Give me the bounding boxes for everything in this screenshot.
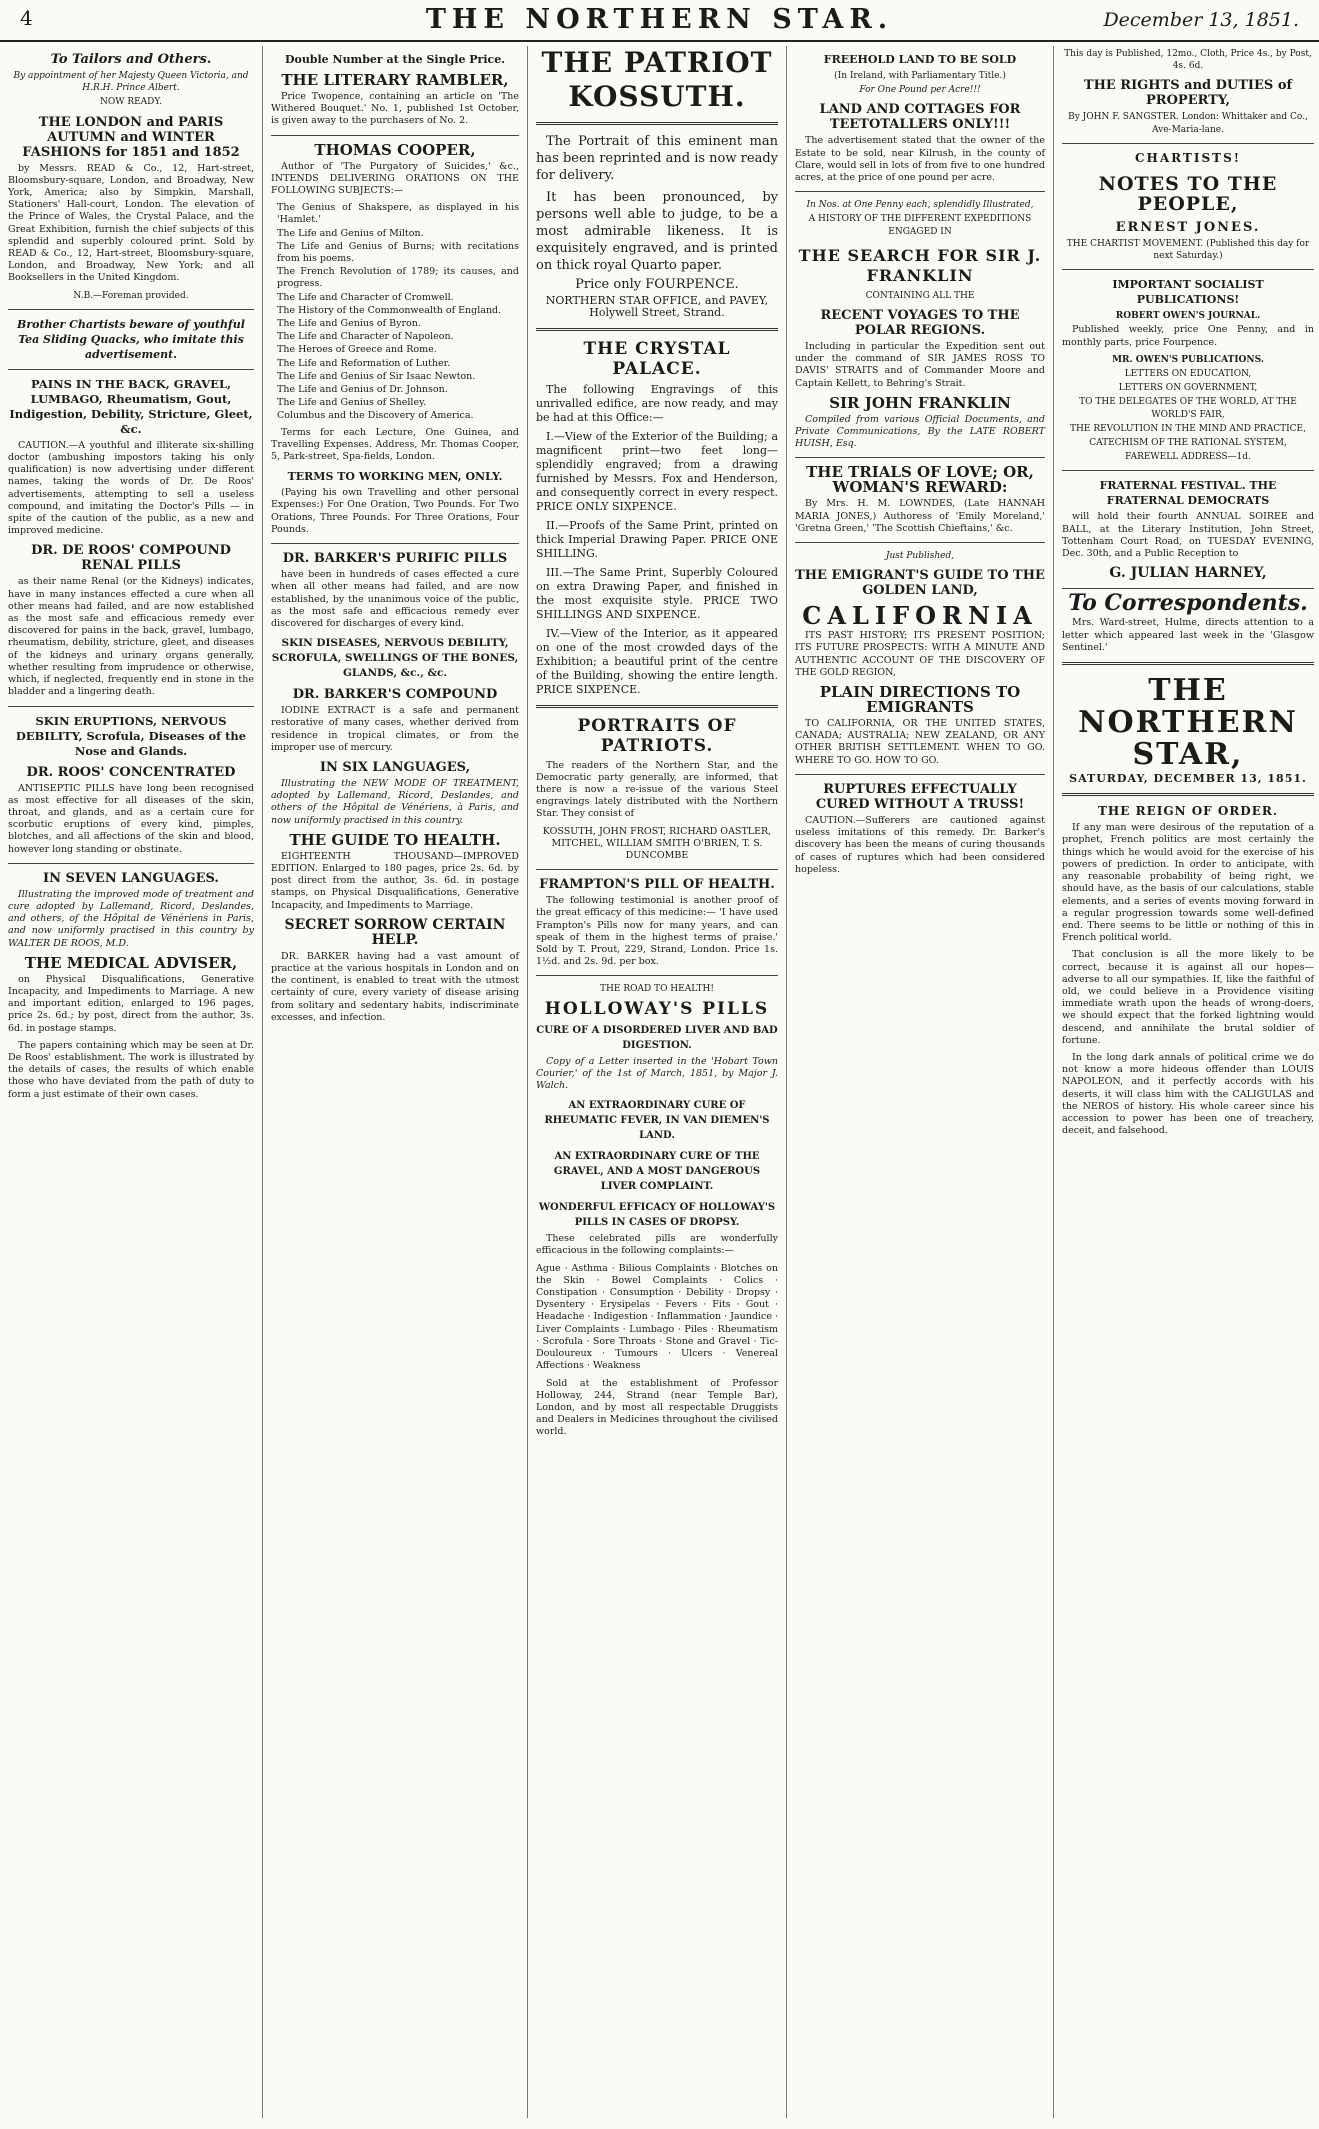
fashions-body: by Messrs. READ & Co., 12, Hart-street, Bloomsbury-square, London, and Broadway, New York, America; also by Simpkin, Marshall, Stationers' Hall-court, London. The elevation of the Prince of Wales, the Crystal Palace, and the Great Exhibition, furnish the chief subjects of this splendid and superbly coloured print. Sold by READ & Co., 12, Hart-street, Bloomsbury-square, London, and Broadway, New York; and all Booksellers in the United Kingdom. <box>8 162 254 284</box>
engraving-item: IV.—View of the Interior, as it appeared on one of the most crowded days of the Exhibition; a beautiful print of the centre of the Building, showing the entire length. PRICE SIXPENCE. <box>536 626 778 696</box>
owen-journal-heading: ROBERT OWEN'S JOURNAL. <box>1115 311 1261 322</box>
medical-adviser-heading: THE MEDICAL ADVISER, <box>24 953 238 972</box>
kossuth-body-1: The Portrait of this eminent man has been reprinted and is now ready for delivery. <box>536 134 778 183</box>
renal-pills-heading: DR. DE ROOS' COMPOUND RENAL PILLS <box>31 543 231 574</box>
guide-to-health-heading: THE GUIDE TO HEALTH. <box>289 830 501 849</box>
delegates-world: TO THE DELEGATES OF THE WORLD, AT THE WORLD'S FAIR, <box>1079 397 1297 420</box>
freehold-heading: FREEHOLD LAND TO BE SOLD <box>823 53 1017 66</box>
engraving-item: III.—The Same Print, Superbly Coloured on extra Drawing Paper, and finished in the most exquisite style. PRICE TWO SHILLINGS AND SIXPENCE. <box>536 565 778 621</box>
trials-of-love-heading: THE TRIALS OF LOVE; OR, WOMAN'S REWARD: <box>806 463 1034 497</box>
divider <box>271 543 519 544</box>
list-item: The Genius of Shakspere, as displayed in his 'Hamlet.' <box>277 202 519 226</box>
complaints-intro: These celebrated pills are wonderfully efficacious in the following complaints:— <box>536 1233 778 1257</box>
freehold-sub-1: (In Ireland, with Parliamentary Title.) <box>834 71 1006 81</box>
seven-languages-heading: IN SEVEN LANGUAGES. <box>43 870 219 886</box>
fraternal-festival-heading: FRATERNAL FESTIVAL. THE FRATERNAL DEMOCRATS <box>1099 479 1277 508</box>
medical-adviser-cases: The papers containing which may be seen at Dr. De Roos' establishment. The work is illustrated by the details of cases, the results of which enable those who have deviated from the path of duty to form a just estimate of their own cases. <box>8 1039 254 1100</box>
divider <box>795 774 1045 775</box>
divider <box>8 863 254 864</box>
kossuth-price: Price only FOURPENCE. <box>575 277 739 292</box>
literary-rambler-body: Price Twopence, containing an article on 'The Withered Bouquet.' No. 1, published 1st October, is given away to the purchasers of No. 2. <box>271 91 519 127</box>
thomas-cooper-heading: THOMAS COOPER, <box>314 140 476 159</box>
newspaper-title: THE NORTHERN STAR. <box>425 4 894 35</box>
kossuth-heading: THE PATRIOT KOSSUTH. <box>541 46 773 113</box>
quacks-warning: Brother Chartists beware of youthful Tea Sliding Quacks, who imitate this advertisement. <box>17 317 245 361</box>
rights-duties-heading: THE RIGHTS and DUTIES of PROPERTY, <box>1083 78 1293 109</box>
caution-body: CAUTION.—A youthful and illiterate six-shilling doctor (ambushing impostors taking his only qualification) is now advertising under different names, taking the words of Dr. De Roos' advertisements, attempting to sell a useless compound, and imitating the Doctor's Pills — in spite of the caution of the public, as a new and improved medicine. <box>8 439 254 537</box>
holloway-sold-at: Sold at the establishment of Professor Holloway, 244, Strand (near Temple Bar), London, and by most all respectable Druggists and Dealers in Medicines throughout the civilised world. <box>536 1377 778 1438</box>
frampton-heading: FRAMPTON'S PILL OF HEALTH. <box>539 877 775 893</box>
emigrant-destinations: TO CALIFORNIA, OR THE UNITED STATES, CANADA; AUSTRALIA; NEW ZEALAND, OR ANY OTHER BRITISH SETTLEMENT. WHEN TO GO. WHERE TO GO. HOW TO GO. <box>795 718 1045 766</box>
six-languages-heading: IN SIX LANGUAGES, <box>319 759 471 775</box>
medical-adviser-body: on Physical Disqualifications, Generative Incapacity, and Impediments to Marriage. A new and important edition, enlarged to 196 pages, price 2s. 6d.; by post, direct from the author, 3s. 6d. in postage stamps. <box>8 973 254 1034</box>
correspondents-body: Mrs. Ward-street, Hulme, directs attention to a letter which appeared last week in the 'Glasgow Sentinel.' <box>1062 617 1314 653</box>
editorial-paragraph: If any man were desirous of the reputation of a prophet, French politics are most certainly the things which he would avoid for the exercise of his powers of prediction. In order to anticipate, with any reasonable probability of being right, we should have, as the basis of our calculations, stable elements, and a series of events moving forward in a regular progression towards some well-defined end. There seems to be little or nothing of this in French political world. <box>1062 822 1314 944</box>
crystal-palace-heading: THE CRYSTAL PALACE. <box>583 338 731 379</box>
now-ready-label: NOW READY. <box>99 97 163 108</box>
cooper-intro: Author of 'The Purgatory of Suicides,' &c., INTENDS DELIVERING ORATIONS ON THE FOLLOWING SUBJECTS:— <box>271 160 519 197</box>
list-item: Columbus and the Discovery of America. <box>277 410 474 422</box>
freehold-body: The advertisement stated that the owner of the Estate to be sold, near Kilrush, in the county of Clare, would sell in lots of from five to one hundred acres, at the price of one pound per acre. <box>795 135 1045 184</box>
divider <box>1062 662 1314 665</box>
reign-of-order-heading: THE REIGN OF ORDER. <box>1098 804 1278 819</box>
freehold-sub-2: For One Pound per Acre!!! <box>859 85 981 96</box>
farewell-address: FAREWELL ADDRESS—1d. <box>1125 452 1251 463</box>
leader-paper-name: THE NORTHERN STAR, <box>1078 673 1298 773</box>
franklin-heading: SIR JOHN FRANKLIN <box>829 393 1011 412</box>
kossuth-office: NORTHERN STAR OFFICE, and PAVEY, Holywell Street, Strand. <box>545 294 769 320</box>
concentrated-heading: DR. ROOS' CONCENTRATED <box>26 764 236 780</box>
divider <box>536 328 778 331</box>
emigrant-guide-heading: THE EMIGRANT'S GUIDE TO THE GOLDEN LAND, <box>795 568 1045 599</box>
engraving-item: I.—View of the Exterior of the Building; a magnificent print—two feet long—splendidly engraved; from a drawing furnished by Messrs. Fox and Henderson, and consequently correct in every respect. PRICE ONLY SIXPENCE. <box>536 429 778 513</box>
letters-government: LETTERS ON GOVERNMENT, <box>1118 383 1258 394</box>
dropsy-heading: WONDERFUL EFFICACY OF HOLLOWAY'S PILLS IN CASES OF DROPSY. <box>538 1202 776 1229</box>
ruptures-body: CAUTION.—Sufferers are cautioned against useless imitations of this remedy. Dr. Barker's discovery has been the means of curing thousands of cases of ruptures which had been considered hopeless. <box>795 814 1045 875</box>
history-heading: A HISTORY OF THE DIFFERENT EXPEDITIONS ENGAGED IN <box>808 214 1032 237</box>
fraternal-festival-body: will hold their fourth ANNUAL SOIREE and BALL, at the Literary Institution, John Street, Tottenham Court Road, on TUESDAY EVENING, Dec. 30th, and a Public Reception to <box>1062 511 1314 560</box>
royal-appointment: By appointment of her Majesty Queen Victoria, and H.R.H. Prince Albert. <box>13 71 249 94</box>
purific-pills-heading: DR. BARKER'S PURIFIC PILLS <box>282 551 508 567</box>
complaints-list: Ague · Asthma · Bilious Complaints · Blotches on the Skin · Bowel Complaints · Colics · Constipation · Consumption · Debility · Dropsy · Dysentery · Erysipelas · Fevers · Fits · Gout · Headache · Indigestion · Inflammation · Jaundice · Liver Complaints · Lumbago · Piles · Rheumatism · Scrofula · Sore Throats · Stone and Gravel · Tic-Douloureux · Tumours · Ulcers · Venereal Affections · Weakness <box>536 1262 778 1372</box>
polar-voyages-body: Including in particular the Expedition sent out under the command of SIR JAMES ROSS TO DAVIS' STRAITS and of Commander Moore and Captain Kellett, to Behring's Strait. <box>795 341 1045 389</box>
iodine-extract-body: IODINE EXTRACT is a safe and permanent restorative of many cases, whether derived from residence in tropical climates, or from the improper use of mercury. <box>271 705 519 753</box>
portraits-names: KOSSUTH, JOHN FROST, RICHARD OASTLER, MITCHEL, WILLIAM SMITH O'BRIEN, T. S. DUNCOMBE <box>542 825 772 862</box>
chartist-movement: THE CHARTIST MOVEMENT. (Published this day for next Saturday.) <box>1066 238 1310 262</box>
kossuth-body-2: It has been pronounced, by persons well able to judge, to be a most admirable likeness. It is exquisitely engraved, and is printed on thick royal Quarto paper. <box>536 190 778 273</box>
list-item: The Heroes of Greece and Rome. <box>277 344 437 356</box>
history-intro: In Nos. at One Penny each, splendidly Illustrated, <box>806 200 1034 211</box>
list-item: The Life and Genius of Shelley. <box>277 397 427 409</box>
list-item: The Life and Genius of Dr. Johnson. <box>277 384 448 396</box>
secret-sorrow-body: DR. BARKER having had a vast amount of practice at the various hospitals in London and on the continent, is enabled to treat with the utmost certainty of cure, every variety of disease arising from solitary and sedentary habits, indiscriminate excesses, and infection. <box>271 950 519 1023</box>
working-men-heading: TERMS TO WORKING MEN, ONLY. <box>287 470 503 484</box>
divider <box>1062 143 1314 144</box>
divider <box>536 705 778 708</box>
correspondents-heading: To Correspondents. <box>1068 590 1308 617</box>
chartists-heading: CHARTISTS! <box>1134 150 1242 165</box>
pains-heading: PAINS IN THE BACK, GRAVEL, LUMBAGO, Rheumatism, Gout, Indigestion, Debility, Stricture, Gleet, &c. <box>9 376 253 436</box>
just-published-label: Just Published, <box>885 551 955 562</box>
california-heading: CALIFORNIA <box>802 601 1038 631</box>
leader-paper-date: SATURDAY, DECEMBER 13, 1851. <box>1069 772 1307 786</box>
engraving-item: II.—Proofs of the Same Print, printed on thick Imperial Drawing Paper. PRICE ONE SHILLING. <box>536 518 778 560</box>
list-item: The Life and Genius of Burns; with recitations from his poems. <box>277 240 519 265</box>
harney-heading: G. JULIAN HARNEY, <box>1109 565 1267 582</box>
holloway-liver-heading: CURE OF A DISORDERED LIVER AND BAD DIGESTION. <box>536 1024 778 1051</box>
containing-all-label: CONTAINING ALL THE <box>865 290 975 301</box>
literary-rambler-heading: THE LITERARY RAMBLER, <box>281 71 509 89</box>
frampton-body: The following testimonial is another proof of the great efficacy of this medicine:— 'I have used Frampton's Pills now for many years, and can speak of them in the highest terms of praise.' Sold by T. Prout, 229, Strand, London. Price 1s. 1½d. and 2s. 9d. per box. <box>536 895 778 968</box>
column-2 <box>262 46 527 2118</box>
crystal-palace-intro: The following Engravings of this unrivalled edifice, are now ready, and may be had at this Office:— <box>536 382 778 424</box>
divider <box>795 542 1045 543</box>
column-5 <box>1053 46 1319 2118</box>
notes-to-people-heading: NOTES TO THE PEOPLE, <box>1098 172 1278 215</box>
catechism: CATECHISM OF THE RATIONAL SYSTEM, <box>1089 438 1287 449</box>
rights-author: By JOHN F. SANGSTER. London: Whittaker and Co., Ave-Maria-lane. <box>1068 112 1308 135</box>
barker-compound-heading: DR. BARKER'S COMPOUND <box>292 687 498 703</box>
divider <box>1062 588 1314 589</box>
rights-published: This day is Published, 12mo., Cloth, Price 4s., by Post, 4s. 6d. <box>1064 49 1312 72</box>
treatment-body: Illustrating the improved mode of treatment and cure adopted by Lallemand, Ricord, Deslandes, and others, of the Hôpital de Vénériens in Paris, and now uniformly practised in this country by WALTER DE ROOS, M.D. <box>8 888 254 949</box>
list-item: The Life and Genius of Byron. <box>277 318 421 330</box>
revolution-mind: THE REVOLUTION IN THE MIND AND PRACTICE, <box>1070 423 1306 434</box>
ruptures-heading: RUPTURES EFFECTUALLY CURED WITHOUT A TRUSS! <box>815 781 1025 812</box>
skin-eruptions-heading: SKIN ERUPTIONS, NERVOUS DEBILITY, Scrofula, Diseases of the Nose and Glands. <box>15 713 247 758</box>
working-men-terms: (Paying his own Travelling and other personal Expenses:) For One Oration, Two Pounds. For Two Orations, Three Pounds. For Three Orations, Four Pounds. <box>271 487 519 535</box>
renal-pills-body: as their name Renal (or the Kidneys) indicates, have in many instances effected a cure when all other means had failed, and are now established as the most safe and efficacious remedy ever discovered for pains in the back, gravel, lumbago, rheumatism, debility, stricture, gleet, and diseases of the kidneys and urinary organs generally, whether resulting from imprudence or otherwise, which, if neglected, frequently end in stone in the bladder and a lingering death. <box>8 576 254 698</box>
column-4 <box>786 46 1053 2118</box>
divider <box>795 457 1045 458</box>
divider <box>271 135 519 136</box>
foreman-note: N.B.—Foreman provided. <box>73 290 189 301</box>
list-item: The Life and Reformation of Luther. <box>277 357 451 369</box>
owen-publications-heading: MR. OWEN'S PUBLICATIONS. <box>1112 354 1264 365</box>
california-body: ITS PAST HISTORY; ITS PRESENT POSITION; ITS FUTURE PROSPECTS: WITH A MINUTE AND AUTHENTIC ACCOUNT OF THE DISCOVERY OF THE GOLD REGION, <box>795 630 1045 678</box>
road-to-health: THE ROAD TO HEALTH! <box>600 984 714 995</box>
page-number: 4 <box>20 6 33 30</box>
purific-pills-body: have been in hundreds of cases effected a cure when all other means had failed, and are now established, by the unanimous voice of the public, as the most safe and efficacious remedy ever discovered for discharges of every kind. <box>271 569 519 629</box>
issue-date: December 13, 1851. <box>1103 9 1299 31</box>
list-item: The Life and Genius of Sir Isaac Newton. <box>277 370 476 382</box>
plain-directions-heading: PLAIN DIRECTIONS TO EMIGRANTS <box>819 683 1021 717</box>
franklin-search-heading: THE SEARCH FOR SIR J. FRANKLIN <box>798 245 1042 285</box>
skin-diseases-heading: SKIN DISEASES, NERVOUS DEBILITY, SCROFULA, SWELLINGS OF THE BONES, GLANDS, &c., &c. <box>271 637 519 680</box>
editorial-paragraph: That conclusion is all the more likely to be correct, because it is against all our hopes—adverse to all our sympathies. If, like the faithful of old, we could believe in a Providence visiting immediate wrath upon the heads of wrong-doers, we should expect that the forked lightning would descend, and annihilate the brutal soldier of fortune. <box>1062 949 1314 1046</box>
franklin-compiled: Compiled from various Official Documents, and Private Communications, By the LATE ROBERT HUISH, Esq. <box>795 413 1045 450</box>
list-item: The History of the Commonwealth of England. <box>277 304 502 316</box>
trials-of-love-body: By Mrs. H. M. LOWNDES, (Late HANNAH MARIA JONES,) Authoress of 'Emily Moreland,' 'Gretna Green,' 'The Scottish Chieftains,' &c. <box>795 498 1045 534</box>
rheumatic-fever-heading: AN EXTRAORDINARY CURE OF RHEUMATIC FEVER, IN VAN DIEMEN'S LAND. <box>544 1100 770 1142</box>
portraits-heading: PORTRAITS OF PATRIOTS. <box>577 715 737 756</box>
guide-to-health-body: EIGHTEENTH THOUSAND—IMPROVED EDITION. Enlarged to 180 pages, price 2s. 6d. by post direct from the author, 3s. 6d. in postage stamps, on Physical Disqualifications, Generative Incapacity, and Impediments to Marriage. <box>271 850 519 911</box>
divider <box>8 309 254 310</box>
new-mode-body: Illustrating the NEW MODE OF TREATMENT, adopted by Lallemand, Ricord, Deslandes, and others of the Hôpital de Vénériens, à Paris, and now uniformly practised in this country. <box>271 777 519 826</box>
polar-voyages-heading: RECENT VOYAGES TO THE POLAR REGIONS. <box>820 308 1020 339</box>
divider <box>1062 470 1314 471</box>
divider <box>536 122 778 125</box>
masthead <box>0 0 1319 42</box>
divider <box>536 975 778 976</box>
teetotallers-heading: LAND AND COTTAGES FOR TEETOTALLERS ONLY!!! <box>819 102 1021 133</box>
tailors-heading: To Tailors and Others. <box>50 52 212 67</box>
list-item: The French Revolution of 1789; its causes, and progress. <box>277 266 519 290</box>
list-item: The Life and Character of Napoleon. <box>277 331 454 343</box>
divider <box>1062 793 1314 796</box>
portraits-body: The readers of the Northern Star, and the Democratic party generally, are informed, that there is now a re-issue of the various Steel engravings lately distributed with the Northern Star. They consist of <box>536 759 778 820</box>
antiseptic-pills-body: ANTISEPTIC PILLS have long been recognised as most effective for all diseases of the skin, throat, and glands, and as a certain cure for scorbutic eruptions of every kind, pimples, blotches, and all affections of the skin and blood, however long standing or obstinate. <box>8 782 254 855</box>
oration-topics-list <box>277 202 519 422</box>
ernest-jones: ERNEST JONES. <box>1115 219 1261 235</box>
secret-sorrow-heading: SECRET SORROW CERTAIN HELP. <box>284 916 506 948</box>
holloway-letter: Copy of a Letter inserted in the 'Hobart Town Courier,' of the 1st of March, 1851, by Major J. Walch. <box>536 1055 778 1092</box>
double-number-heading: Double Number at the Single Price. <box>284 53 506 66</box>
list-item: The Life and Character of Cromwell. <box>277 291 454 303</box>
divider <box>795 191 1045 192</box>
list-item: The Life and Genius of Milton. <box>277 227 424 239</box>
letters-education: LETTERS ON EDUCATION, <box>1124 369 1252 380</box>
column-1 <box>8 46 262 2118</box>
divider <box>8 706 254 707</box>
gravel-heading: AN EXTRAORDINARY CURE OF THE GRAVEL, AND A MOST DANGEROUS LIVER COMPLAINT. <box>553 1151 761 1193</box>
editorial-paragraph: In the long dark annals of political crime we do not know a more hideous offender than LOUIS NAPOLEON, and it perfectly accords with his deserts, it will class him with the CALIGULAS and the NEROS of history. His whole career since his accession to power has been one of treachery, deceit, and falsehood. <box>1062 1051 1314 1137</box>
cooper-terms: Terms for each Lecture, One Guinea, and Travelling Expenses. Address, Mr. Thomas Cooper, 5, Park-street, Spa-fields, London. <box>271 426 519 463</box>
divider <box>1062 269 1314 270</box>
divider <box>8 369 254 370</box>
divider <box>536 869 778 870</box>
owen-journal-body: Published weekly, price One Penny, and in monthly parts, price Fourpence. <box>1062 324 1314 348</box>
holloway-heading: HOLLOWAY'S PILLS <box>544 998 770 1019</box>
socialist-publications-heading: IMPORTANT SOCIALIST PUBLICATIONS! <box>1112 278 1264 307</box>
fashions-heading: THE LONDON and PARIS AUTUMN and WINTER FASHIONS for 1851 and 1852 <box>22 114 240 160</box>
column-3 <box>527 46 786 2118</box>
